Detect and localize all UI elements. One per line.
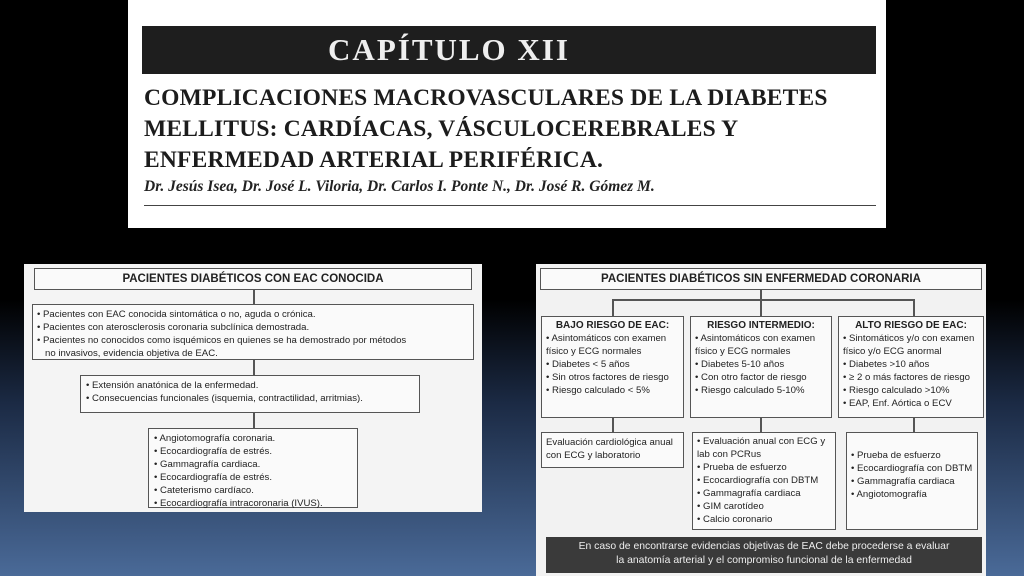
risk-item: • Riesgo calculado 5-10% (695, 384, 827, 397)
connector (253, 360, 255, 375)
risk-heading: BAJO RIESGO DE EAC: (555, 320, 670, 331)
chapter-banner (142, 26, 876, 74)
goal-item: • Extensión anatónica de la enfermedad. (86, 379, 414, 392)
goal-item: • Consecuencias funcionales (isquemia, contractilidad, arritmias). (86, 392, 414, 405)
risk-item: • EAP, Enf. Aórtica o ECV (843, 397, 979, 410)
criteria-item: • Pacientes con EAC conocida sintomática o no, aguda o crónica. (37, 308, 469, 321)
risk-item: • Diabetes >10 años (843, 358, 979, 371)
connector (612, 299, 614, 316)
action-item: con ECG y laboratorio (546, 450, 641, 461)
connector (760, 299, 762, 316)
action-item-continued: lab con PCRus (697, 449, 761, 460)
test-item: • Ecocardiografía intracoronaria (IVUS). (154, 497, 352, 510)
criteria-item: • Pacientes con aterosclerosis coronaria subclínica demostrada. (37, 321, 469, 334)
risk-item: • Asintomáticos con examen (695, 332, 827, 345)
flowchart-title-known-cad: PACIENTES DIABÉTICOS CON EAC CONOCIDA (34, 268, 472, 290)
high-risk-box (838, 316, 984, 418)
authors-line: Dr. Jesús Isea, Dr. José L. Viloria, Dr. Carlos I. Ponte N., Dr. José R. Gómez M. (144, 178, 655, 195)
test-item: • Gammagrafía cardiaca. (154, 458, 352, 471)
intermediate-risk-box (690, 316, 832, 418)
high-risk-action-box (846, 432, 978, 530)
connector (913, 299, 915, 316)
connector (253, 290, 255, 304)
risk-item: • Asintomáticos con examen (546, 332, 679, 345)
risk-item: • Riesgo calculado >10% (843, 384, 979, 397)
chapter-title (144, 83, 880, 176)
note-line: la anatomía arterial y el compromiso funcional de la enfermedad (616, 555, 912, 566)
patient-criteria-box (32, 304, 474, 360)
test-item: • Ecocardiografía de estrés. (154, 445, 352, 458)
risk-item-continued: físico y/o ECG anormal (843, 346, 942, 357)
action-item: • Gammagrafía cardiaca (697, 487, 831, 500)
header-divider (144, 205, 876, 206)
risk-item: • ≥ 2 o más factores de riesgo (843, 371, 979, 384)
risk-item: • Sintomáticos y/o con examen (843, 332, 979, 345)
chapter-label: CAPÍTULO XII (328, 32, 570, 67)
connector (612, 418, 614, 432)
action-item: • Prueba de esfuerzo (851, 449, 973, 462)
low-risk-box (541, 316, 684, 418)
evaluation-goals-box (80, 375, 420, 413)
branch-connector (612, 299, 914, 301)
title-line: MELLITUS: CARDÍACAS, VÁSCULOCEREBRALES Y (144, 116, 739, 142)
risk-item-continued: físico y ECG normales (695, 346, 791, 357)
flowchart-title-no-cad: PACIENTES DIABÉTICOS SIN ENFERMEDAD CORONARIA (540, 268, 982, 290)
risk-heading: RIESGO INTERMEDIO: (707, 320, 815, 331)
diagnostic-tests-box (148, 428, 358, 508)
action-item: • Ecocardiografía con DBTM (697, 474, 831, 487)
low-risk-action-box (541, 432, 684, 468)
title-line: ENFERMEDAD ARTERIAL PERIFÉRICA. (144, 147, 604, 173)
connector (913, 418, 915, 432)
action-item: • Gammagrafía cardiaca (851, 475, 973, 488)
test-item: • Angiotomografía coronaria. (154, 432, 352, 445)
risk-item: • Diabetes 5-10 años (695, 358, 827, 371)
test-item: • Ecocardiografía de estrés. (154, 471, 352, 484)
connector (253, 413, 255, 428)
action-item: • Evaluación anual con ECG y (697, 435, 831, 448)
test-item: • Cateterismo cardíaco. (154, 484, 352, 497)
risk-item-continued: físico y ECG normales (546, 346, 642, 357)
evaluation-note (546, 537, 982, 573)
action-item: • Ecocardiografía con DBTM (851, 462, 973, 475)
action-item: • Angiotomografía (851, 488, 973, 501)
criteria-item-continued: no invasivos, evidencia objetiva de EAC. (45, 348, 218, 359)
action-item: • Prueba de esfuerzo (697, 461, 831, 474)
action-item: • Calcio coronario (697, 513, 831, 526)
risk-item: • Riesgo calculado < 5% (546, 384, 679, 397)
connector (760, 418, 762, 432)
intermediate-risk-action-box (692, 432, 836, 530)
risk-item: • Sin otros factores de riesgo (546, 371, 679, 384)
risk-item: • Con otro factor de riesgo (695, 371, 827, 384)
title-line: COMPLICACIONES MACROVASCULARES DE LA DIABETES (144, 85, 828, 111)
note-line: En caso de encontrarse evidencias objetivas de EAC debe procederse a evaluar (578, 541, 950, 552)
action-item: Evaluación cardiológica anual (546, 437, 673, 448)
risk-heading: ALTO RIESGO DE EAC: (855, 320, 967, 331)
action-item: • GIM carotídeo (697, 500, 831, 513)
risk-item: • Diabetes < 5 años (546, 358, 679, 371)
criteria-item: • Pacientes no conocidos como isquémicos en quienes se ha demostrado por métodos (37, 334, 469, 347)
